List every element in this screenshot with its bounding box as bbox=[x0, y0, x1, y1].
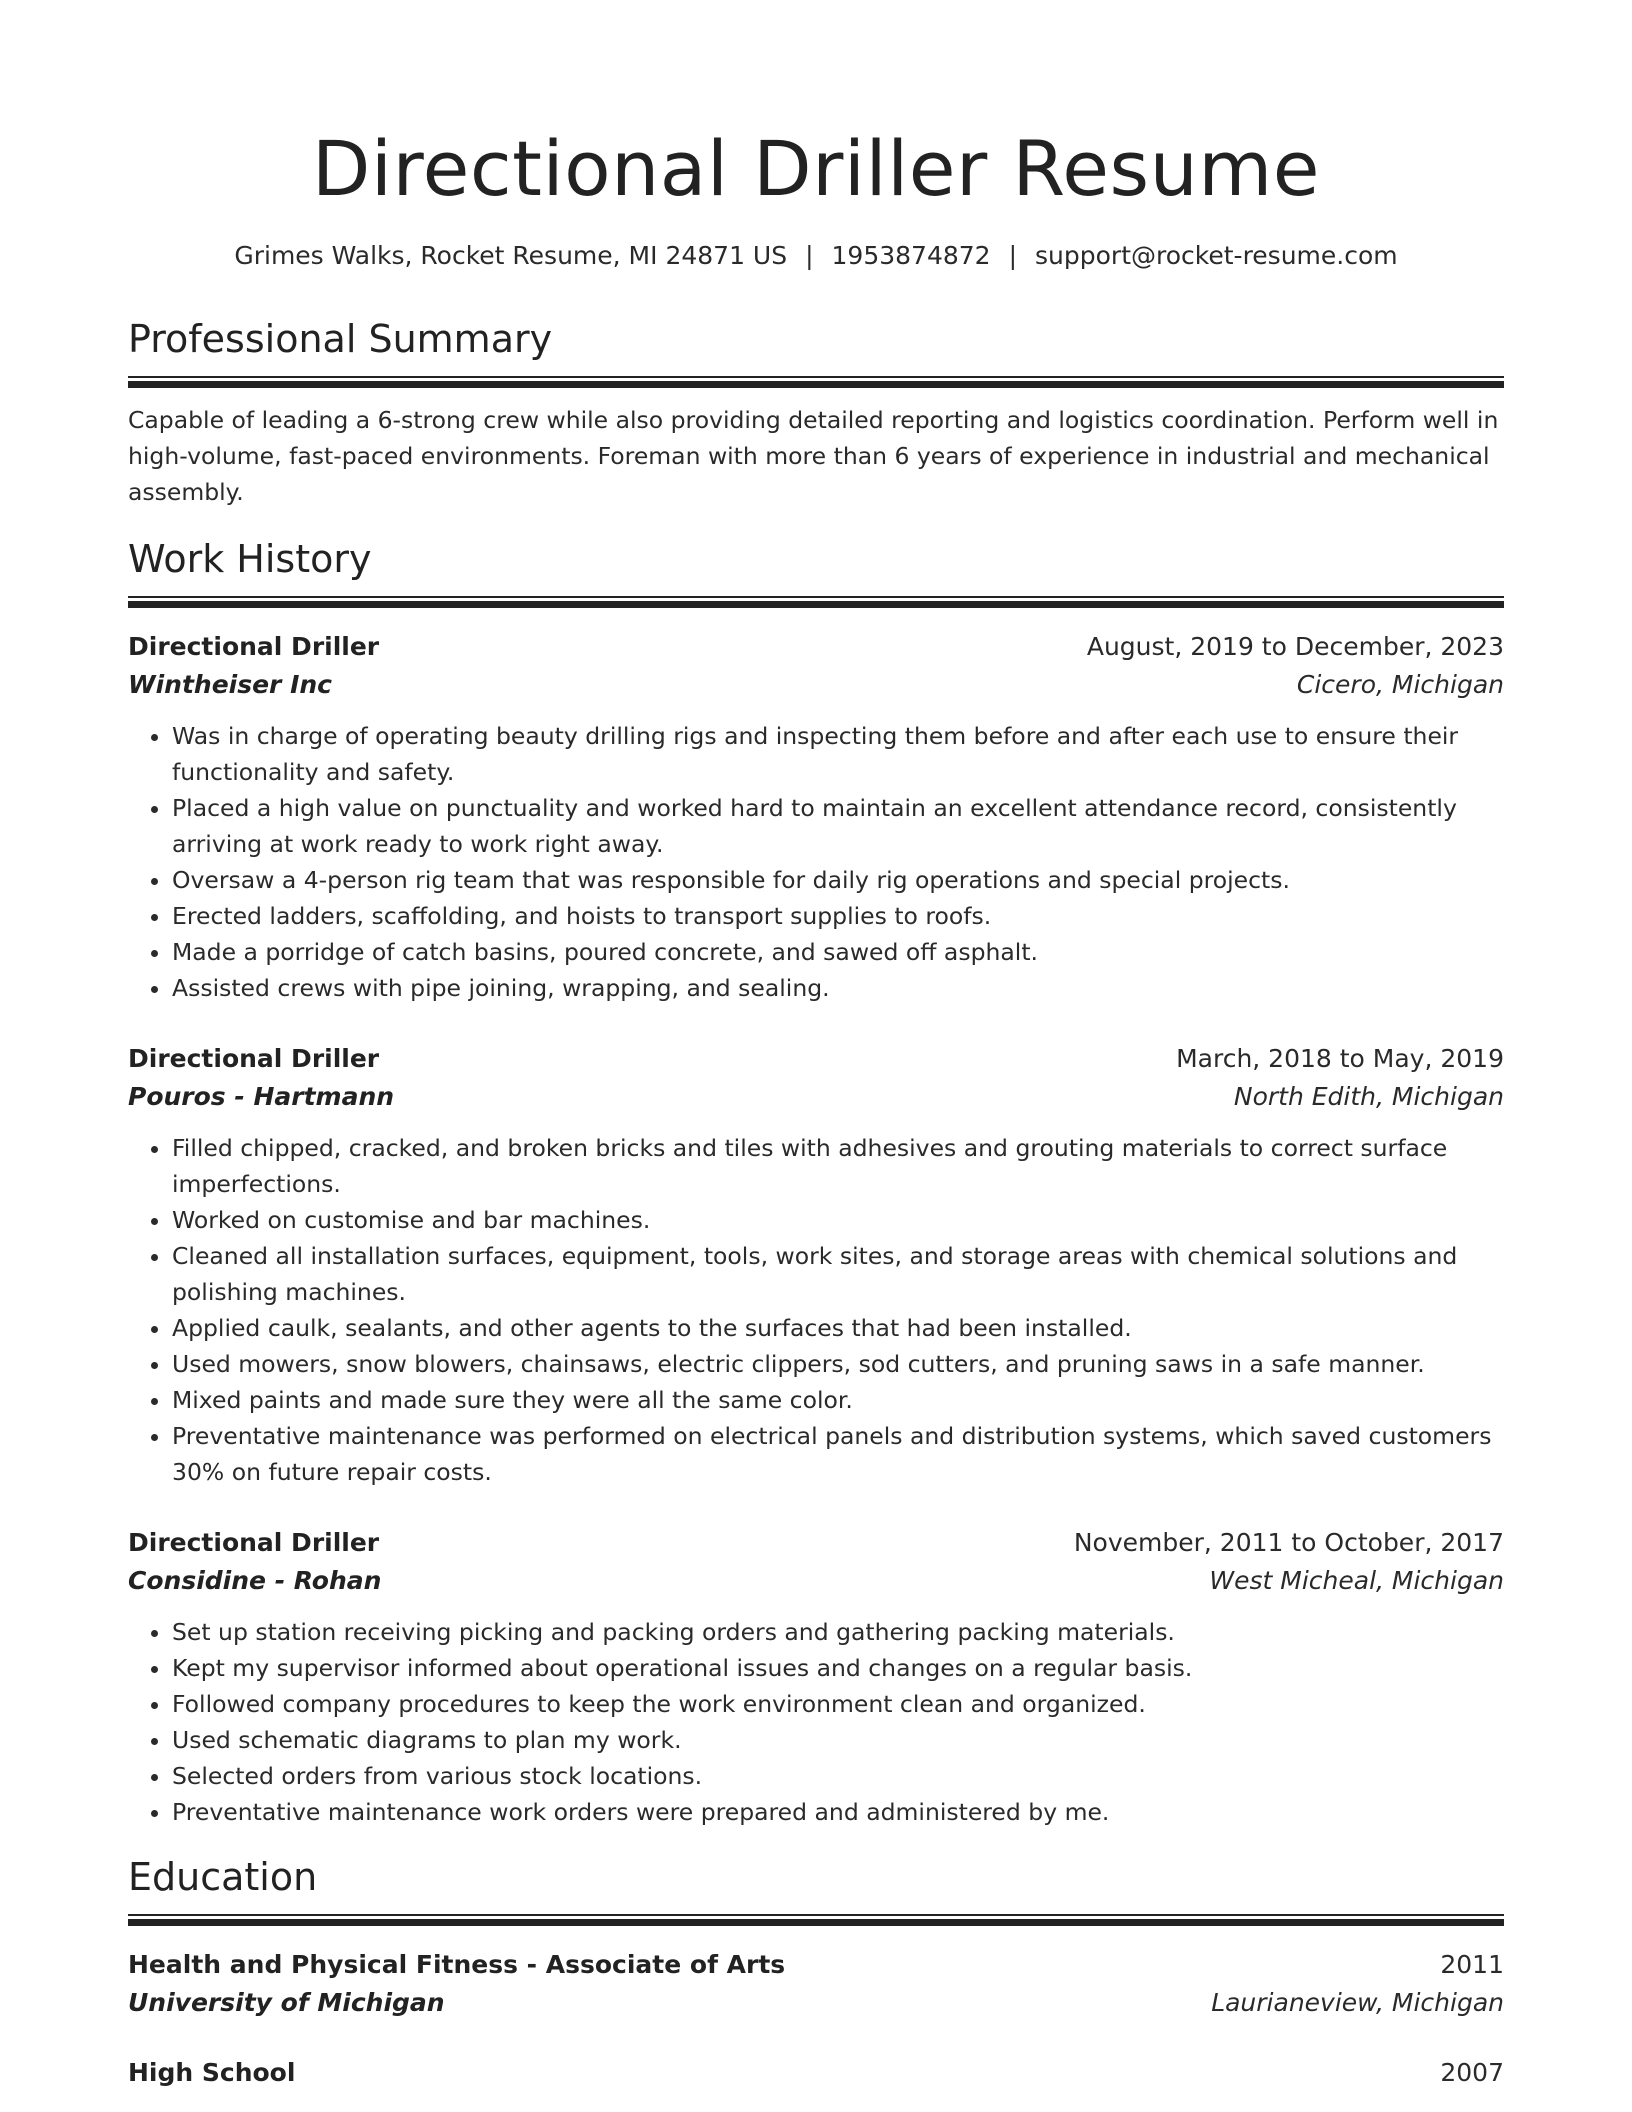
education-year: 2011 bbox=[1440, 1950, 1504, 1979]
job-bullet: • Assisted crews with pipe joining, wrapping, and sealing. bbox=[172, 970, 1504, 1006]
job-bullet: • Cleaned all installation surfaces, equipment, tools, work sites, and storage areas with chemical solutions and polishing machines. bbox=[172, 1238, 1504, 1310]
job-dates: November, 2011 to October, 2017 bbox=[1073, 1528, 1504, 1557]
job-bullet: • Placed a high value on punctuality and worked hard to maintain an excellent attendance record, consistently arriving at work ready to work right away. bbox=[172, 790, 1504, 862]
job-bullet-list bbox=[128, 718, 1504, 1006]
job-location: Cicero, Michigan bbox=[1296, 670, 1504, 699]
section-divider bbox=[128, 596, 1504, 608]
job-bullet: • Set up station receiving picking and packing orders and gathering packing materials. bbox=[172, 1614, 1504, 1650]
job-bullet: • Erected ladders, scaffolding, and hoists to transport supplies to roofs. bbox=[172, 898, 1504, 934]
job-company: Considine - Rohan bbox=[128, 1566, 382, 1595]
job-company: Wintheiser Inc bbox=[128, 670, 333, 699]
education-entry bbox=[128, 1946, 1504, 2022]
job-bullet: • Followed company procedures to keep the work environment clean and organized. bbox=[172, 1686, 1504, 1722]
job-bullet-list bbox=[128, 1614, 1504, 1830]
job-bullet: • Preventative maintenance work orders were prepared and administered by me. bbox=[172, 1794, 1504, 1830]
section-heading-summary: Professional Summary bbox=[128, 317, 553, 361]
job-location: West Micheal, Michigan bbox=[1209, 1566, 1504, 1595]
job-title: Directional Driller bbox=[128, 1528, 380, 1557]
contact-email[interactable]: support@rocket-resume.com bbox=[1035, 241, 1398, 270]
job-bullet-list bbox=[128, 1130, 1504, 1490]
contact-address: Grimes Walks, Rocket Resume, MI 24871 US bbox=[234, 241, 788, 270]
job-bullet: • Preventative maintenance was performed on electrical panels and distribution systems, which saved customers 30% on future repair costs. bbox=[172, 1418, 1504, 1490]
job-entry bbox=[128, 628, 1504, 1006]
summary-text: Capable of leading a 6-strong crew while also providing detailed reporting and logistics coordination. Perform well in high-volume, fast-paced environments. Foreman with more than 6 years of experience in industrial and mechanical assembly. bbox=[128, 406, 1499, 506]
job-bullet: • Applied caulk, sealants, and other agents to the surfaces that had been installed. bbox=[172, 1310, 1504, 1346]
education-entry bbox=[128, 2054, 1504, 2092]
education-section bbox=[128, 1854, 1504, 2092]
job-company: Pouros - Hartmann bbox=[128, 1082, 395, 1111]
summary-section bbox=[128, 316, 1504, 510]
job-title: Directional Driller bbox=[128, 632, 380, 661]
job-bullet: • Selected orders from various stock locations. bbox=[172, 1758, 1504, 1794]
job-bullet: • Was in charge of operating beauty drilling rigs and inspecting them before and after each use to ensure their functionality and safety. bbox=[172, 718, 1504, 790]
resume-page bbox=[128, 0, 1504, 2092]
education-degree: High School bbox=[128, 2058, 296, 2087]
education-school: University of Michigan bbox=[128, 1988, 445, 2017]
job-bullet: • Used mowers, snow blowers, chainsaws, electric clippers, sod cutters, and pruning saws in a safe manner. bbox=[172, 1346, 1504, 1382]
contact-phone: 1953874872 bbox=[831, 241, 991, 270]
job-bullet: • Oversaw a 4-person rig team that was responsible for daily rig operations and special projects. bbox=[172, 862, 1504, 898]
contact-separator: | bbox=[805, 241, 814, 270]
job-dates: March, 2018 to May, 2019 bbox=[1176, 1044, 1504, 1073]
job-bullet: • Used schematic diagrams to plan my work. bbox=[172, 1722, 1504, 1758]
job-bullet: • Worked on customise and bar machines. bbox=[172, 1202, 1504, 1238]
job-location: North Edith, Michigan bbox=[1233, 1082, 1504, 1111]
page-title: Directional Driller Resume bbox=[311, 124, 1321, 213]
work-history-section bbox=[128, 536, 1504, 1830]
job-title: Directional Driller bbox=[128, 1044, 380, 1073]
education-degree: Health and Physical Fitness - Associate of Arts bbox=[128, 1950, 786, 1979]
education-year: 2007 bbox=[1440, 2058, 1504, 2087]
education-location: Laurianeview, Michigan bbox=[1211, 1988, 1504, 2017]
job-entry bbox=[128, 1040, 1504, 1490]
job-bullet: • Kept my supervisor informed about operational issues and changes on a regular basis. bbox=[172, 1650, 1504, 1686]
section-divider bbox=[128, 1914, 1504, 1926]
job-dates: August, 2019 to December, 2023 bbox=[1086, 632, 1504, 661]
job-bullet: • Mixed paints and made sure they were all the same color. bbox=[172, 1382, 1504, 1418]
job-bullet: • Made a porridge of catch basins, poured concrete, and sawed off asphalt. bbox=[172, 934, 1504, 970]
section-heading-work: Work History bbox=[128, 537, 372, 581]
job-bullet: • Filled chipped, cracked, and broken bricks and tiles with adhesives and grouting materials to correct surface imperfections. bbox=[172, 1130, 1504, 1202]
section-divider bbox=[128, 376, 1504, 388]
contact-line bbox=[128, 240, 1504, 272]
section-heading-education: Education bbox=[128, 1855, 318, 1899]
job-entry bbox=[128, 1524, 1504, 1830]
contact-separator: | bbox=[1008, 241, 1018, 270]
